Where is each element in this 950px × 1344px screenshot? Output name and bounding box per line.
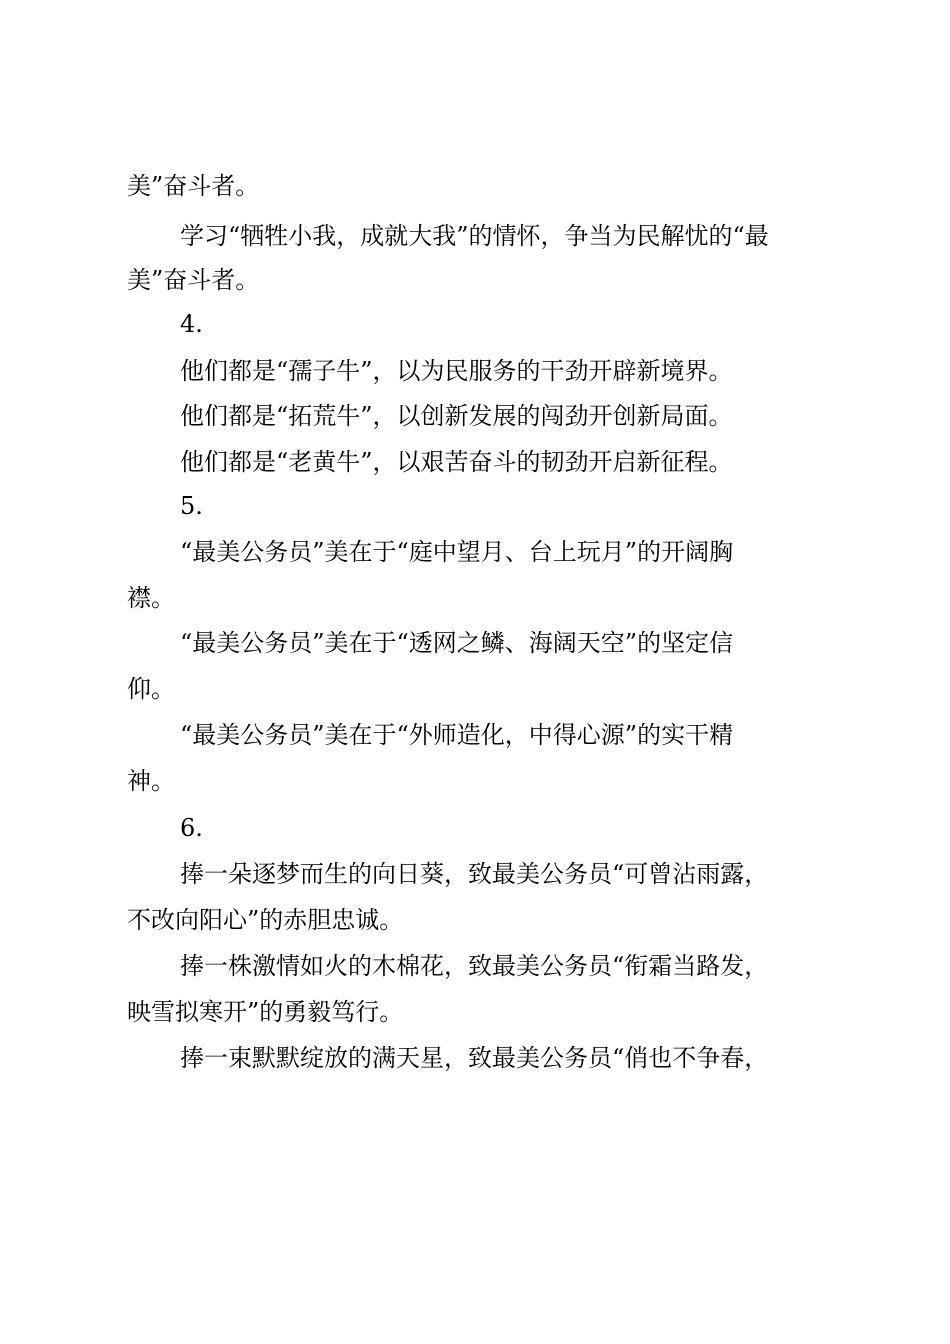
section-number: 6. (180, 814, 203, 842)
section-number: 4. (180, 310, 203, 338)
text-line: 捧一朵逐梦而生的向日葵，致最美公务员“可曾沾雨露， (180, 860, 769, 888)
section-number: 5. (180, 492, 203, 520)
text-line: 他们都是“老黄牛”，以艰苦奋斗的韧劲开启新征程。 (180, 448, 733, 476)
text-line: 不改向阳心”的赤胆忠诚。 (127, 906, 404, 934)
text-line: “最美公务员”美在于“外师造化，中得心源”的实干精 (180, 721, 734, 749)
text-line: “最美公务员”美在于“透网之鳞、海阔天空”的坚定信 (180, 629, 734, 657)
text-line: 捧一株激情如火的木棉花，致最美公务员“衔霜当路发， (180, 952, 769, 980)
text-line: 美”奋斗者。 (127, 172, 260, 200)
text-line: 捧一束默默绽放的满天星，致最美公务员“俏也不争春， (180, 1044, 769, 1072)
text-line: 映雪拟寒开”的勇毅笃行。 (127, 998, 404, 1026)
text-line: 他们都是“拓荒牛”，以创新发展的闯劲开创新局面。 (180, 402, 733, 430)
text-line: 襟。 (127, 584, 175, 612)
text-line: 美”奋斗者。 (127, 266, 260, 294)
text-line: 他们都是“孺子牛”，以为民服务的干劲开辟新境界。 (180, 357, 733, 385)
text-line: 神。 (127, 767, 175, 795)
text-line: “最美公务员”美在于“庭中望月、台上玩月”的开阔胸 (180, 538, 734, 566)
text-line: 学习“牺牲小我，成就大我”的情怀，争当为民解忧的“最 (180, 222, 769, 250)
text-line: 仰。 (127, 675, 175, 703)
